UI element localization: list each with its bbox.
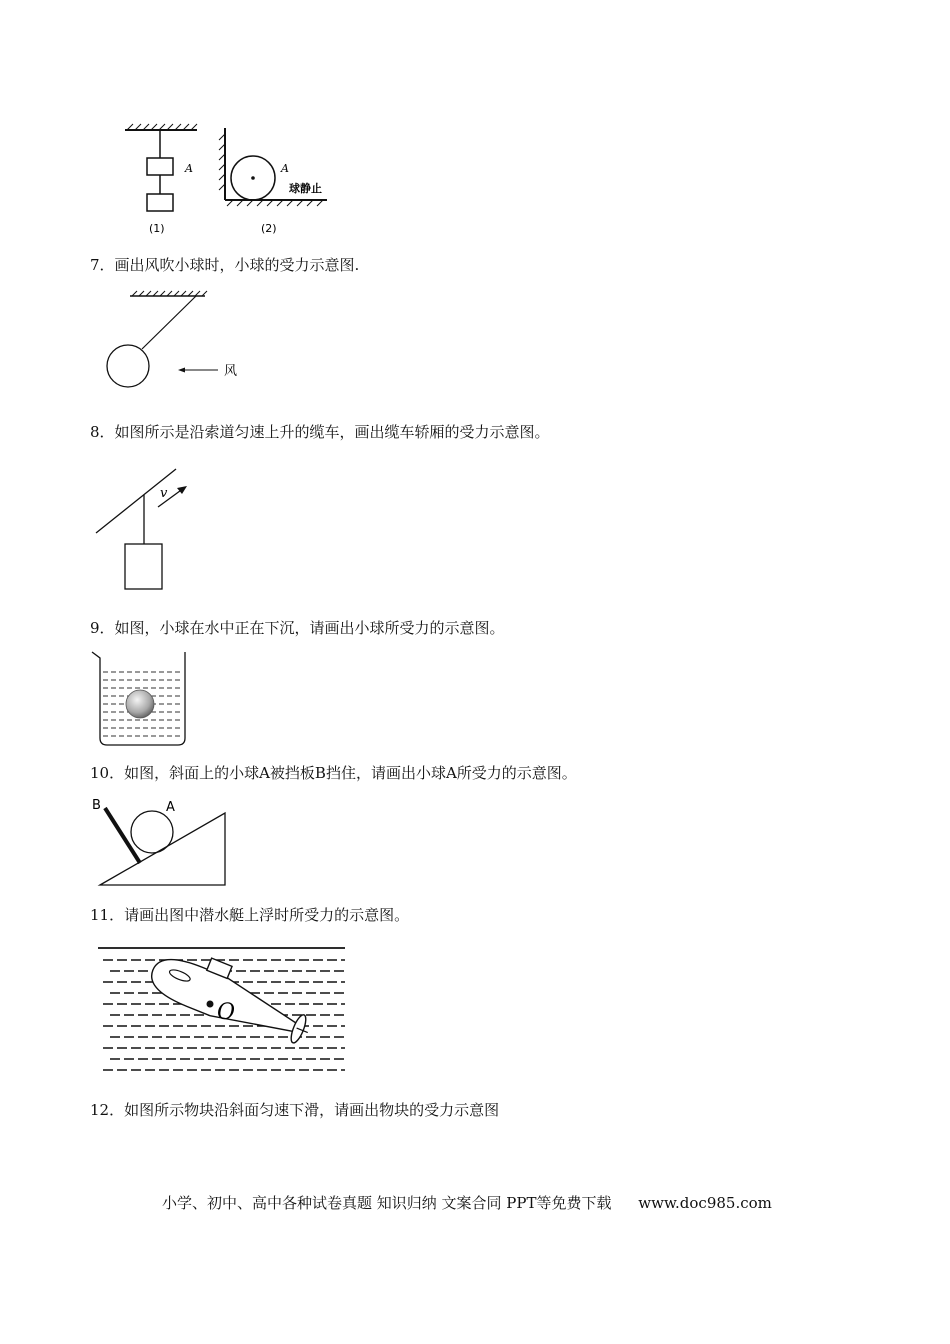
question-9: 9．如图，小球在水中正在下沉，请画出小球所受力的示意图。 (90, 619, 505, 637)
figure-wind-ball (100, 288, 250, 393)
caption-1: (1) (149, 222, 165, 235)
caption-2: (2) (261, 222, 277, 235)
question-7: 7．画出风吹小球时，小球的受力示意图. (90, 256, 360, 274)
figure-submarine (95, 940, 355, 1080)
figure-hanging-blocks-and-ball (115, 120, 355, 240)
wind-label: 风 (224, 364, 238, 379)
question-8: 8．如图所示是沿索道匀速上升的缆车，画出缆车轿厢的受力示意图。 (90, 423, 550, 441)
footer-url[interactable]: www.doc985.com (638, 1194, 772, 1212)
figure-beaker-sinking-ball (90, 650, 190, 750)
label-a-2: A (281, 162, 289, 175)
label-b: B (92, 798, 101, 813)
footer (162, 1192, 772, 1213)
question-11: 11．请画出图中潜水艇上浮时所受力的示意图。 (90, 906, 410, 924)
label-ball-static: 球静止 (289, 182, 322, 195)
figure-cable-car (90, 465, 210, 595)
label-a-1: A (185, 162, 193, 175)
question-12: 12．如图所示物块沿斜面匀速下滑，请画出物块的受力示意图 (90, 1101, 500, 1119)
velocity-label: v (160, 486, 168, 501)
footer-text: 小学、初中、高中各种试卷真题 知识归纳 文案合同 PPT等免费下载 (162, 1194, 612, 1212)
figure-incline-ball-board (90, 795, 235, 890)
point-o-label: O (217, 1000, 236, 1025)
question-10: 10．如图，斜面上的小球A被挡板B挡住，请画出小球A所受力的示意图。 (90, 764, 577, 782)
label-a: A (166, 800, 175, 815)
